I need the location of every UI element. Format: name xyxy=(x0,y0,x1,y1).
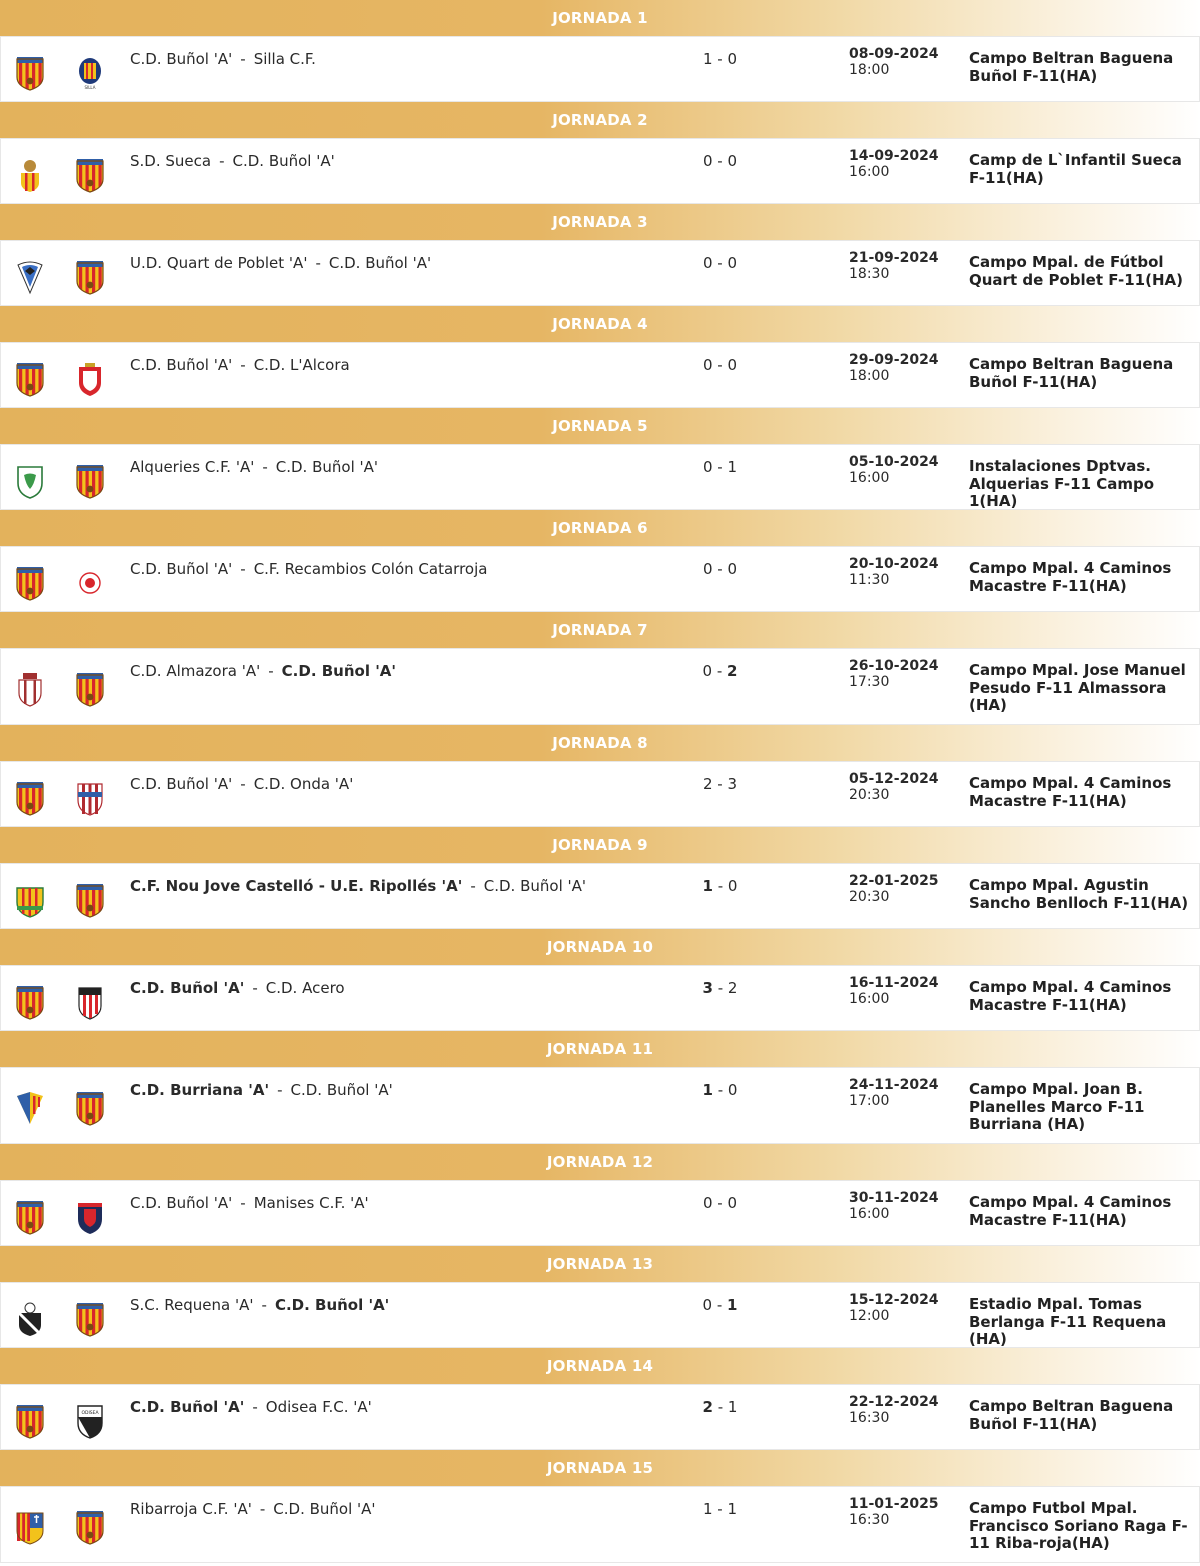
match-time: 16:00 xyxy=(849,470,890,486)
away-goals: 0 xyxy=(727,152,738,170)
match-score xyxy=(687,458,753,476)
home-goals: 0 xyxy=(702,152,713,170)
away-team-name: C.D. Buñol 'A' xyxy=(232,152,335,170)
home-goals: 1 xyxy=(702,1081,713,1099)
match-venue: Campo Beltran Baguena Buñol F-11(HA) xyxy=(969,1397,1174,1433)
score-separator: - xyxy=(712,877,728,895)
match-date: 05-10-2024 xyxy=(849,454,939,470)
match-row[interactable] xyxy=(0,36,1200,102)
away-team-name: C.D. Buñol 'A' xyxy=(290,1081,393,1099)
team-separator: - xyxy=(252,979,258,997)
match-venue: Campo Mpal. Jose Manuel Pesudo F-11 Almassora (HA) xyxy=(969,661,1186,714)
home-team-name: C.D. Buñol 'A' xyxy=(130,1398,245,1416)
home-team-name: C.D. Buñol 'A' xyxy=(130,1194,233,1212)
match-row[interactable] xyxy=(0,1486,1200,1563)
home-goals: 1 xyxy=(702,50,713,68)
match-time: 16:30 xyxy=(849,1512,890,1528)
score-separator: - xyxy=(712,1081,728,1099)
away-team-name: C.D. Buñol 'A' xyxy=(275,458,379,476)
home-team-name: C.F. Nou Jove Castelló - U.E. Ripollés 'A' xyxy=(130,877,463,895)
score-separator: - xyxy=(712,152,728,170)
match-venue: Campo Futbol Mpal. Francisco Soriano Raga F-11 Riba-roja(HA) xyxy=(969,1499,1188,1552)
match-row[interactable] xyxy=(0,965,1200,1031)
noujove-crest-icon xyxy=(15,882,45,918)
home-goals: 2 xyxy=(702,775,713,793)
home-team-name: C.D. Almazora 'A' xyxy=(130,662,261,680)
match-date: 05-12-2024 xyxy=(849,771,939,787)
home-goals: 0 xyxy=(702,1296,713,1314)
match-time: 16:00 xyxy=(849,1206,890,1222)
alcora-crest-icon xyxy=(75,361,105,397)
match-datetime xyxy=(849,658,939,690)
jornada-header: JORNADA 2 xyxy=(0,102,1200,138)
match-datetime xyxy=(849,975,939,1007)
match-score xyxy=(687,775,753,793)
away-team-name: C.D. Acero xyxy=(265,979,345,997)
jornada-header: JORNADA 13 xyxy=(0,1246,1200,1282)
match-venue: Campo Mpal. Joan B. Planelles Marco F-11 Burriana (HA) xyxy=(969,1080,1145,1133)
home-team-name: Ribarroja C.F. 'A' xyxy=(130,1500,252,1518)
jornada-header: JORNADA 1 xyxy=(0,0,1200,36)
match-time: 16:00 xyxy=(849,991,890,1007)
match-time: 17:00 xyxy=(849,1093,890,1109)
away-goals: 1 xyxy=(727,458,738,476)
match-teams[interactable] xyxy=(130,1081,393,1099)
match-datetime xyxy=(849,1394,939,1426)
score-separator: - xyxy=(712,458,728,476)
bunol-crest-icon xyxy=(15,984,45,1020)
match-date: 20-10-2024 xyxy=(849,556,939,572)
match-datetime xyxy=(849,1077,939,1109)
match-teams[interactable] xyxy=(130,979,345,997)
away-team-name: Silla C.F. xyxy=(253,50,316,68)
match-venue: Campo Mpal. 4 Caminos Macastre F-11(HA) xyxy=(969,559,1172,595)
match-datetime xyxy=(849,454,939,486)
match-venue: Campo Mpal. 4 Caminos Macastre F-11(HA) xyxy=(969,978,1172,1014)
score-separator: - xyxy=(712,775,728,793)
sueca-crest-icon xyxy=(15,157,45,193)
team-separator: - xyxy=(277,1081,283,1099)
score-separator: - xyxy=(712,1194,728,1212)
match-teams[interactable] xyxy=(130,458,378,476)
match-date: 08-09-2024 xyxy=(849,46,939,62)
bunol-crest-icon xyxy=(15,1403,45,1439)
match-time: 11:30 xyxy=(849,572,890,588)
home-goals: 0 xyxy=(702,662,713,680)
match-time: 12:00 xyxy=(849,1308,890,1324)
match-teams[interactable] xyxy=(130,877,586,895)
bunol-crest-icon xyxy=(75,1090,105,1126)
burriana-crest-icon xyxy=(15,1090,45,1126)
match-venue: Camp de L`Infantil Sueca F-11(HA) xyxy=(969,151,1182,187)
match-time: 20:30 xyxy=(849,787,890,803)
match-venue: Campo Beltran Baguena Buñol F-11(HA) xyxy=(969,49,1174,85)
away-goals: 2 xyxy=(727,662,738,680)
away-goals: 0 xyxy=(727,1081,738,1099)
match-datetime xyxy=(849,46,939,78)
jornada-header: JORNADA 14 xyxy=(0,1348,1200,1384)
team-separator: - xyxy=(240,775,246,793)
match-score xyxy=(687,560,753,578)
jornada-header: JORNADA 10 xyxy=(0,929,1200,965)
match-date: 21-09-2024 xyxy=(849,250,939,266)
match-row[interactable] xyxy=(0,648,1200,725)
home-goals: 0 xyxy=(702,1194,713,1212)
match-score xyxy=(687,356,753,374)
match-datetime xyxy=(849,352,939,384)
jornada-header: JORNADA 11 xyxy=(0,1031,1200,1067)
match-teams[interactable] xyxy=(130,1296,389,1314)
away-team-name: C.F. Recambios Colón Catarroja xyxy=(253,560,488,578)
match-teams[interactable] xyxy=(130,775,353,793)
match-score xyxy=(687,1500,753,1518)
match-datetime xyxy=(849,1190,939,1222)
match-datetime xyxy=(849,250,939,282)
match-venue: Campo Beltran Baguena Buñol F-11(HA) xyxy=(969,355,1174,391)
match-time: 18:00 xyxy=(849,62,890,78)
away-team-name: C.D. Buñol 'A' xyxy=(328,254,432,272)
score-separator: - xyxy=(712,1296,728,1314)
match-teams[interactable] xyxy=(130,254,431,272)
match-row[interactable] xyxy=(0,240,1200,306)
match-row[interactable] xyxy=(0,761,1200,827)
jornada-header: JORNADA 4 xyxy=(0,306,1200,342)
home-goals: 2 xyxy=(702,1398,713,1416)
team-separator: - xyxy=(315,254,321,272)
svg-text:ODISEA: ODISEA xyxy=(81,1411,99,1416)
match-time: 18:00 xyxy=(849,368,890,384)
team-separator: - xyxy=(262,458,268,476)
home-goals: 0 xyxy=(702,458,713,476)
away-team-name: C.D. Buñol 'A' xyxy=(281,662,397,680)
match-teams[interactable] xyxy=(130,356,350,374)
home-team-name: S.C. Requena 'A' xyxy=(130,1296,254,1314)
match-time: 16:30 xyxy=(849,1410,890,1426)
match-datetime xyxy=(849,148,939,180)
team-separator: - xyxy=(240,1194,246,1212)
onda-crest-icon xyxy=(75,780,105,816)
score-separator: - xyxy=(712,662,728,680)
score-separator: - xyxy=(712,1500,728,1518)
away-goals: 1 xyxy=(727,1296,738,1314)
quart-crest-icon xyxy=(15,259,45,295)
match-date: 26-10-2024 xyxy=(849,658,939,674)
match-row[interactable] xyxy=(0,1067,1200,1144)
match-score xyxy=(687,1398,753,1416)
away-goals: 0 xyxy=(727,254,738,272)
match-date: 24-11-2024 xyxy=(849,1077,939,1093)
home-team-name: C.D. Burriana 'A' xyxy=(130,1081,270,1099)
jornada-header: JORNADA 15 xyxy=(0,1450,1200,1486)
match-score xyxy=(687,50,753,68)
away-goals: 2 xyxy=(727,979,738,997)
away-goals: 0 xyxy=(727,877,738,895)
team-separator: - xyxy=(240,50,246,68)
away-team-name: C.D. Buñol 'A' xyxy=(273,1500,376,1518)
match-datetime xyxy=(849,556,939,588)
match-score xyxy=(687,254,753,272)
away-team-name: C.D. Buñol 'A' xyxy=(483,877,587,895)
ribarroja-crest-icon xyxy=(15,1509,45,1545)
match-row[interactable] xyxy=(0,444,1200,510)
match-datetime xyxy=(849,873,939,905)
home-team-name: S.D. Sueca xyxy=(130,152,212,170)
match-date: 16-11-2024 xyxy=(849,975,939,991)
away-team-name: C.D. L'Alcora xyxy=(253,356,350,374)
bunol-crest-icon xyxy=(15,565,45,601)
bunol-crest-icon xyxy=(15,55,45,91)
jornada-header: JORNADA 6 xyxy=(0,510,1200,546)
home-team-name: C.D. Buñol 'A' xyxy=(130,979,245,997)
match-datetime xyxy=(849,1496,939,1528)
match-teams[interactable] xyxy=(130,1194,369,1212)
bunol-crest-icon xyxy=(15,361,45,397)
match-row[interactable] xyxy=(0,863,1200,929)
bunol-crest-icon xyxy=(75,463,105,499)
away-goals: 0 xyxy=(727,560,738,578)
match-score xyxy=(687,877,753,895)
requena-crest-icon xyxy=(15,1301,45,1337)
jornada-header: JORNADA 9 xyxy=(0,827,1200,863)
bunol-crest-icon xyxy=(75,259,105,295)
match-date: 29-09-2024 xyxy=(849,352,939,368)
match-score xyxy=(687,152,753,170)
away-team-name: Manises C.F. 'A' xyxy=(253,1194,369,1212)
match-date: 11-01-2025 xyxy=(849,1496,939,1512)
match-time: 18:30 xyxy=(849,266,890,282)
match-time: 17:30 xyxy=(849,674,890,690)
team-separator: - xyxy=(240,356,246,374)
match-row[interactable] xyxy=(0,1384,1200,1450)
match-date: 14-09-2024 xyxy=(849,148,939,164)
match-venue: Campo Mpal. 4 Caminos Macastre F-11(HA) xyxy=(969,1193,1172,1229)
home-goals: 0 xyxy=(702,356,713,374)
home-goals: 3 xyxy=(702,979,713,997)
match-teams[interactable] xyxy=(130,560,487,578)
match-teams[interactable] xyxy=(130,50,316,68)
jornada-header: JORNADA 7 xyxy=(0,612,1200,648)
match-score xyxy=(687,662,753,680)
bunol-crest-icon xyxy=(75,1509,105,1545)
away-team-name: C.D. Onda 'A' xyxy=(253,775,354,793)
bunol-crest-icon xyxy=(75,882,105,918)
match-row[interactable] xyxy=(0,546,1200,612)
bunol-crest-icon xyxy=(15,1199,45,1235)
away-goals: 0 xyxy=(727,1194,738,1212)
jornada-header: JORNADA 8 xyxy=(0,725,1200,761)
jornada-header: JORNADA 5 xyxy=(0,408,1200,444)
match-row[interactable] xyxy=(0,1282,1200,1348)
team-separator: - xyxy=(252,1398,258,1416)
score-separator: - xyxy=(712,560,728,578)
match-date: 22-12-2024 xyxy=(849,1394,939,1410)
match-venue: Campo Mpal. Agustin Sancho Benlloch F-11(HA) xyxy=(969,876,1189,912)
match-date: 22-01-2025 xyxy=(849,873,939,889)
match-score xyxy=(687,979,753,997)
away-goals: 0 xyxy=(727,50,738,68)
away-team-name: Odisea F.C. 'A' xyxy=(265,1398,372,1416)
match-score xyxy=(687,1296,753,1314)
acero-crest-icon xyxy=(75,984,105,1020)
home-team-name: C.D. Buñol 'A' xyxy=(130,356,233,374)
match-venue: Campo Mpal. 4 Caminos Macastre F-11(HA) xyxy=(969,774,1172,810)
score-separator: - xyxy=(712,356,728,374)
team-separator: - xyxy=(470,877,476,895)
match-score xyxy=(687,1081,753,1099)
home-team-name: Alqueries C.F. 'A' xyxy=(130,458,255,476)
match-teams[interactable] xyxy=(130,1398,372,1416)
team-separator: - xyxy=(219,152,225,170)
score-separator: - xyxy=(712,1398,728,1416)
match-venue: Instalaciones Dptvas. Alquerias F-11 Campo 1(HA) xyxy=(969,457,1155,510)
away-goals: 1 xyxy=(727,1500,738,1518)
almazora-crest-icon xyxy=(15,671,45,707)
away-goals: 3 xyxy=(727,775,738,793)
match-time: 16:00 xyxy=(849,164,890,180)
bunol-crest-icon xyxy=(75,1301,105,1337)
home-goals: 0 xyxy=(702,254,713,272)
alqueries-crest-icon xyxy=(15,463,45,499)
score-separator: - xyxy=(712,50,728,68)
match-row[interactable] xyxy=(0,1180,1200,1246)
home-team-name: C.D. Buñol 'A' xyxy=(130,775,233,793)
away-goals: 0 xyxy=(727,356,738,374)
match-date: 15-12-2024 xyxy=(849,1292,939,1308)
bunol-crest-icon xyxy=(15,780,45,816)
match-teams[interactable] xyxy=(130,1500,376,1518)
match-teams[interactable] xyxy=(130,662,396,680)
away-goals: 1 xyxy=(727,1398,738,1416)
team-separator: - xyxy=(268,662,274,680)
team-separator: - xyxy=(261,1296,267,1314)
match-score xyxy=(687,1194,753,1212)
home-goals: 1 xyxy=(702,877,713,895)
odisea-crest-icon xyxy=(75,1403,105,1439)
jornada-header: JORNADA 12 xyxy=(0,1144,1200,1180)
catarroja-crest-icon xyxy=(75,565,105,601)
score-separator: - xyxy=(712,254,728,272)
bunol-crest-icon xyxy=(75,157,105,193)
team-separator: - xyxy=(259,1500,266,1518)
away-team-name: C.D. Buñol 'A' xyxy=(274,1296,390,1314)
match-row[interactable] xyxy=(0,342,1200,408)
match-teams[interactable] xyxy=(130,152,335,170)
match-venue: Estadio Mpal. Tomas Berlanga F-11 Requena (HA) xyxy=(969,1295,1167,1348)
home-team-name: C.D. Buñol 'A' xyxy=(130,50,233,68)
manises-crest-icon xyxy=(75,1199,105,1235)
home-goals: 1 xyxy=(702,1500,713,1518)
svg-text:SILLA: SILLA xyxy=(84,85,96,90)
team-separator: - xyxy=(240,560,246,578)
score-separator: - xyxy=(712,979,728,997)
match-row[interactable] xyxy=(0,138,1200,204)
silla-crest-icon xyxy=(75,55,105,91)
home-team-name: U.D. Quart de Poblet 'A' xyxy=(130,254,308,272)
match-datetime xyxy=(849,1292,939,1324)
bunol-crest-icon xyxy=(75,671,105,707)
match-time: 20:30 xyxy=(849,889,890,905)
home-team-name: C.D. Buñol 'A' xyxy=(130,560,233,578)
jornada-header: JORNADA 3 xyxy=(0,204,1200,240)
home-goals: 0 xyxy=(702,560,713,578)
match-datetime xyxy=(849,771,939,803)
match-venue: Campo Mpal. de Fútbol Quart de Poblet F-11(HA) xyxy=(969,253,1183,289)
match-date: 30-11-2024 xyxy=(849,1190,939,1206)
